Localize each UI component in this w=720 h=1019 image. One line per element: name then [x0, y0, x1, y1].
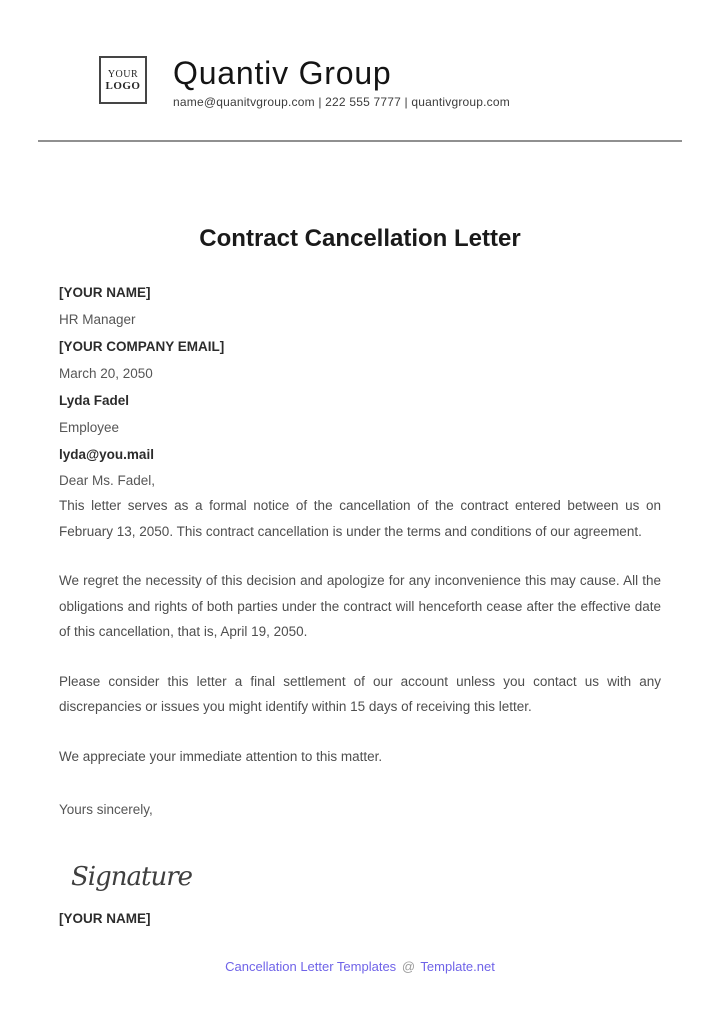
sender-role: HR Manager: [59, 312, 136, 327]
recipient-email: lyda@you.mail: [59, 447, 154, 462]
signature-script: Signature: [71, 861, 193, 892]
logo-placeholder[interactable]: [99, 56, 147, 104]
footer: [0, 958, 720, 976]
sender-company-email: [YOUR COMPANY EMAIL]: [59, 339, 225, 354]
footer-link-text-right: Template.net: [420, 959, 495, 974]
logo-text-your: YOUR: [107, 68, 139, 80]
logo-text-logo: LOGO: [105, 79, 141, 92]
letter-paragraph-2: We regret the necessity of this decision and apologize for any inconvenience this may cause. All the obligations and rights of both parties under the contract will henceforth cease after the effective date of this cancellation, that is, April 19, 2050.: [59, 573, 661, 639]
sender-name: [YOUR NAME]: [59, 285, 151, 300]
letter-paragraph-3: Please consider this letter a final settlement of our account unless you contact us with any discrepancies or issues you might identify within 15 days of receiving this letter.: [59, 673, 661, 714]
recipient-name: Lyda Fadel: [59, 393, 130, 408]
recipient-role: Employee: [59, 420, 120, 435]
letter-body: [59, 226, 661, 927]
salutation: Dear Ms. Fadel,: [59, 473, 156, 488]
company-name: Quantiv Group: [173, 55, 392, 91]
letter-paragraph-4: We appreciate your immediate attention to this matter.: [59, 748, 383, 764]
letter-title: Contract Cancellation Letter: [199, 225, 521, 252]
footer-link-text-left: Cancellation Letter Templates: [225, 959, 397, 974]
letter-date: March 20, 2050: [59, 366, 153, 381]
brand-block: [173, 56, 510, 109]
letter-paragraph-1: This letter serves as a formal notice of the cancellation of the contract entered between us on February 13, 2050. This contract cancellation is under the terms and conditions of our agreement.: [59, 498, 661, 539]
header-divider: [38, 140, 682, 142]
signer-name: [YOUR NAME]: [59, 910, 151, 926]
footer-at-separator: @: [401, 959, 416, 974]
footer-template-link[interactable]: [225, 959, 495, 974]
closing-line: Yours sincerely,: [59, 802, 153, 817]
company-contact-line: name@quanitvgroup.com | 222 555 7777 | quantivgroup.com: [173, 95, 510, 109]
letterhead: [99, 56, 510, 109]
